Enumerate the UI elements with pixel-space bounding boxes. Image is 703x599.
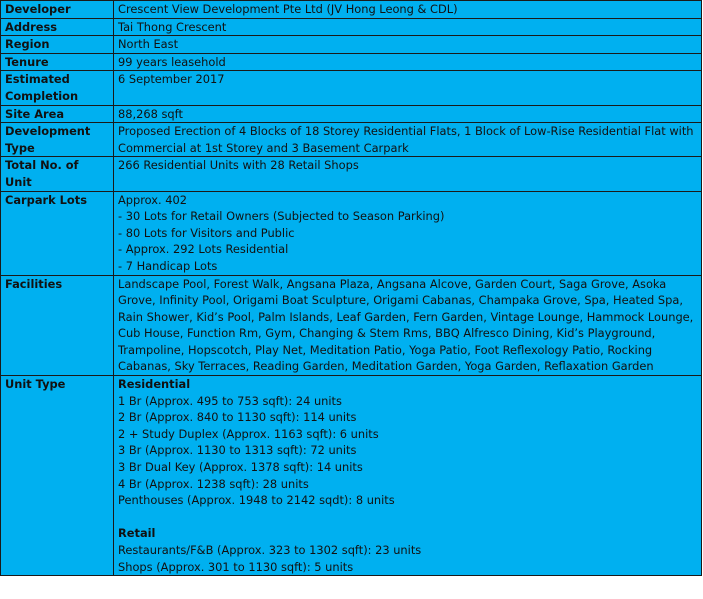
retail-unit-line: Shops (Approx. 301 to 1130 sqft): 5 units [118, 559, 354, 574]
residential-unit-line: Penthouses (Approx. 1948 to 2142 sqdt): 8 units [118, 493, 395, 508]
residential-unit-line: 2 + Study Duplex (Approx. 1163 sqft): 6 units [118, 426, 379, 441]
row-label-unit-type: Unit Type [1, 376, 114, 576]
retail-unit-line: Restaurants/F&B (Approx. 323 to 1302 sqft): 23 units [118, 543, 422, 557]
row-value-total-units: 266 Residential Units with 28 Retail Shops [114, 157, 702, 191]
row-label-region: Region [1, 36, 114, 54]
table-row-unit-type [1, 376, 702, 576]
table-row-development-type [1, 123, 702, 157]
row-value-completion: 6 September 2017 [114, 71, 702, 105]
residential-unit-line: 1 Br (Approx. 495 to 753 sqft): 24 units [118, 393, 342, 408]
row-label-tenure: Tenure [1, 53, 114, 71]
residential-unit-line: 4 Br (Approx. 1238 sqft): 28 units [118, 476, 309, 491]
spacer [118, 509, 697, 526]
row-value-unit-type [114, 376, 702, 576]
table-row-carpark [1, 191, 702, 275]
residential-unit-line: 2 Br (Approx. 840 to 1130 sqft): 114 units [118, 410, 357, 425]
row-label-facilities: Facilities [1, 275, 114, 376]
row-label-total-units: Total No. of Unit [1, 157, 114, 191]
carpark-line: - 80 Lots for Visitors and Public [118, 225, 295, 240]
carpark-line: - 30 Lots for Retail Owners (Subjected to Season Parking) [118, 209, 445, 224]
table-row-address [1, 18, 702, 36]
table-row-facilities [1, 275, 702, 376]
carpark-line: Approx. 402 [118, 192, 188, 207]
row-value-carpark [114, 191, 702, 275]
retail-heading: Retail [118, 526, 156, 541]
row-value-region: North East [114, 36, 702, 54]
row-value-developer: Crescent View Development Pte Ltd (JV Hong Leong & CDL) [114, 1, 702, 19]
carpark-line: - 7 Handicap Lots [118, 258, 218, 273]
residential-heading: Residential [118, 377, 191, 392]
row-label-carpark: Carpark Lots [1, 191, 114, 275]
row-value-site-area: 88,268 sqft [114, 105, 702, 123]
table-row-tenure [1, 53, 702, 71]
row-value-tenure: 99 years leasehold [114, 53, 702, 71]
row-value-address: Tai Thong Crescent [114, 18, 702, 36]
residential-unit-line: 3 Br (Approx. 1130 to 1313 sqft): 72 units [118, 443, 357, 458]
table-row-region [1, 36, 702, 54]
table-row-total-units [1, 157, 702, 191]
table-row-developer [1, 1, 702, 19]
row-label-completion: Estimated Completion [1, 71, 114, 105]
table-row-site-area [1, 105, 702, 123]
row-label-developer: Developer [1, 1, 114, 19]
row-label-development-type: Development Type [1, 123, 114, 157]
residential-unit-line: 3 Br Dual Key (Approx. 1378 sqft): 14 units [118, 460, 363, 475]
table-row-completion [1, 71, 702, 105]
row-value-facilities: Landscape Pool, Forest Walk, Angsana Plaza, Angsana Alcove, Garden Court, Saga Grove, Asoka Grove, Infinity Pool, Origami Boat Sculpture, Origami Cabanas, Champaka Grove, Spa, Heated Spa, Rain Shower, Kid’s Pool, Palm Islands, Leaf Garden, Fern Garden, Vintage Lounge, Hammock Lounge, Cub House, Function Rm, Gym, Changing & Stem Rms, BBQ Alfresco Dining, Kid’s Playground, Trampoline, Hopscotch, Play Net, Meditation Patio, Yoga Patio, Foot Reflexology Patio, Rocking Cabanas, Sky Terraces, Reading Garden, Meditation Garden, Yoga Garden, Reflaxation Garden [114, 275, 702, 376]
row-value-development-type: Proposed Erection of 4 Blocks of 18 Storey Residential Flats, 1 Block of Low-Rise Residential Flat with Commercial at 1st Storey and 3 Basement Carpark [114, 123, 702, 157]
row-label-site-area: Site Area [1, 105, 114, 123]
row-label-address: Address [1, 18, 114, 36]
carpark-line: - Approx. 292 Lots Residential [118, 242, 289, 257]
